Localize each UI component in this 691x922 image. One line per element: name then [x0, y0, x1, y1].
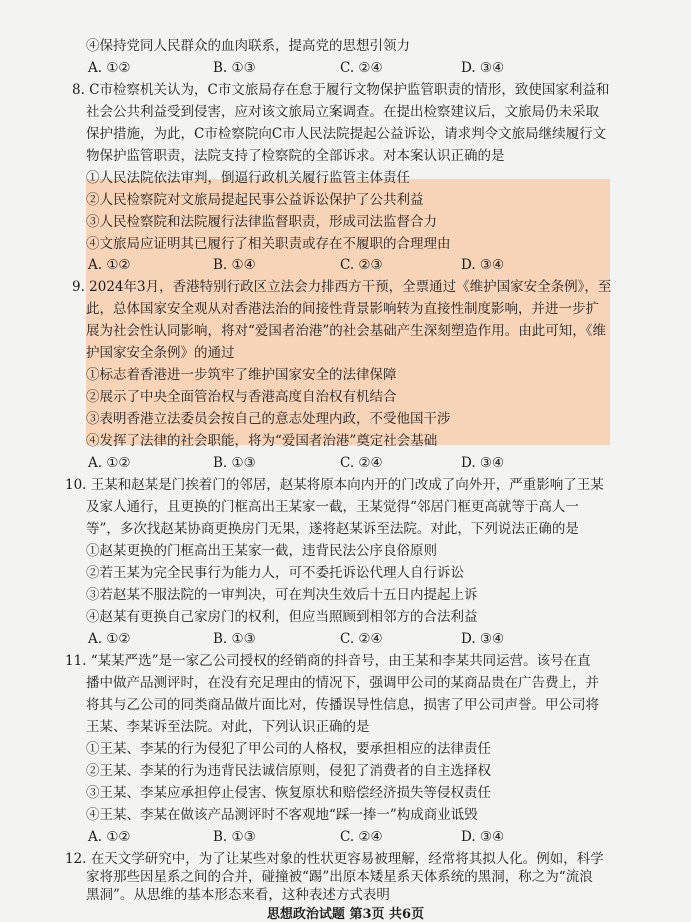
option-c: C. ②④ [340, 60, 383, 76]
option-a: A. ①② [88, 455, 131, 471]
text-line: 社会公共利益受到侵害，应对该文旅局立案调查。在提出检察建议后，文旅局仍未采取 [86, 104, 599, 120]
statement-3: ③王某、李某应承担停止侵害、恢复原状和赔偿经济损失等侵权责任 [86, 785, 491, 801]
text-line: 播中做产品测评时，在没有充足理由的情况下，强调甲公司的某商品贵在广告费上，并 [86, 675, 599, 691]
option-c: C. ②③ [340, 257, 383, 273]
question-12-stem: 12. 在天文学研究中，为了让某些对象的性状更容易被理解，经常将其拟人化。例如，科学 [65, 851, 604, 867]
option-d: D. ③④ [461, 60, 505, 76]
option-c: C. ②④ [340, 829, 383, 845]
option-b: B. ①④ [213, 257, 256, 273]
text-line: 此，总体国家安全观从对香港法治的间接性背景影响转为直接性制度影响，并进一步扩 [86, 301, 599, 317]
option-a: A. ①② [88, 60, 131, 76]
question-11-stem: 11. “某某严选”是一家乙公司授权的经销商的抖音号，由王某和李某共同运营。该号在直 [65, 653, 591, 669]
text-line: ④保持党同人民群众的血肉联系，提高党的思想引领力 [86, 38, 410, 54]
option-d: D. ③④ [461, 257, 505, 273]
option-b: B. ①③ [213, 455, 256, 471]
text-line: 等”，多次找赵某协商更换房门无果，遂将赵某诉至法院。对此，下列说法正确的是 [86, 521, 579, 537]
text-line: 物保护监管职责，法院支持了检察院的全部诉求。对本案认识正确的是 [86, 148, 505, 164]
statement-1: ①人民法院依法审判，倒逼行政机关履行监管主体责任 [86, 170, 410, 186]
statement-4: ④王某、李某在做该产品测评时不客观地“踩一捧一”构成商业诋毁 [86, 807, 478, 823]
option-a: A. ①② [88, 829, 131, 845]
statement-2: ②人民检察院对文旅局提起民事公益诉讼保护了公共利益 [86, 192, 424, 208]
statement-4: ④文旅局应证明其已履行了相关职责或存在不履职的合理理由 [86, 236, 451, 252]
statement-1: ①赵某更换的门框高出王某家一截，违背民法公序良俗原则 [86, 543, 437, 559]
statement-2: ②王某、李某的行为违背民法诚信原则，侵犯了消费者的自主选择权 [86, 763, 491, 779]
text-line: 护国家安全条例》的通过 [86, 345, 235, 361]
option-a: A. ①② [88, 631, 131, 647]
text-line: 王某、李某诉至法院。对此，下列认识正确的是 [86, 719, 370, 735]
statement-3: ③表明香港立法委员会按自己的意志处理内政，不受他国干涉 [86, 411, 451, 427]
statement-3: ③若赵某不服法院的一审判决，可在判决生效后十五日内提起上诉 [86, 587, 478, 603]
option-a: A. ①② [88, 257, 131, 273]
text-line: 及家人通行，且更换的门框高出王某家一截，王某觉得“邻居门框更高就等于高人一 [86, 499, 579, 515]
question-9-stem: 9. 2024年3月，香港特别行政区立法会力排西方干预，全票通过《维护国家安全条例》，至 [72, 279, 612, 295]
option-b: B. ①③ [213, 829, 256, 845]
text-line: 黑洞”。从思维的基本形态来看，这种表述方式表明 [86, 887, 390, 903]
text-line: 展为社会性认同影响，将对“爱国者治港”的社会基础产生深刻塑造作用。由此可知，《维 [86, 323, 607, 339]
statement-4: ④发挥了法律的社会职能，将为“爱国者治港”奠定社会基础 [86, 433, 438, 449]
text-line: 保护措施，为此，C市检察院向C市人民法院提起公益诉讼，请求判令文旅局继续履行文 [86, 126, 607, 142]
text-line: 家将那些因星系之间的合并，碰撞被“踢”出原本矮星系天体系统的黑洞，称之为“流浪 [86, 869, 593, 885]
statement-2: ②展示了中央全面管治权与香港高度自治权有机结合 [86, 389, 397, 405]
statement-2: ②若王某为完全民事行为能力人，可不委托诉讼代理人自行诉讼 [86, 565, 464, 581]
option-b: B. ①③ [213, 631, 256, 647]
question-8-stem: 8. C市检察机关认为，C市文旅局存在怠于履行文物保护监管职责的情形，致使国家利益和 [72, 82, 610, 98]
statement-1: ①标志着香港进一步筑牢了维护国家安全的法律保障 [86, 367, 397, 383]
option-c: C. ②④ [340, 455, 383, 471]
statement-1: ①王某、李某的行为侵犯了甲公司的人格权，要承担相应的法律责任 [86, 741, 491, 757]
option-d: D. ③④ [461, 631, 505, 647]
option-b: B. ①③ [213, 60, 256, 76]
statement-4: ④赵某有更换自己家房门的权利，但应当照顾到相邻方的合法利益 [86, 609, 478, 625]
text-line: 将其与乙公司的同类商品做片面比对，传播误导性信息，损害了甲公司声誉。甲公司将 [86, 697, 599, 713]
page-footer: 思想政治试题 第3页 共6页 [266, 907, 425, 922]
option-c: C. ②④ [340, 631, 383, 647]
option-d: D. ③④ [461, 829, 505, 845]
option-d: D. ③④ [461, 455, 505, 471]
statement-3: ③人民检察院和法院履行法律监督职责，形成司法监督合力 [86, 214, 437, 230]
question-10-stem: 10. 王某和赵某是门挨着门的邻居，赵某将原本向内开的门改成了向外开，严重影响了王某 [65, 477, 604, 493]
